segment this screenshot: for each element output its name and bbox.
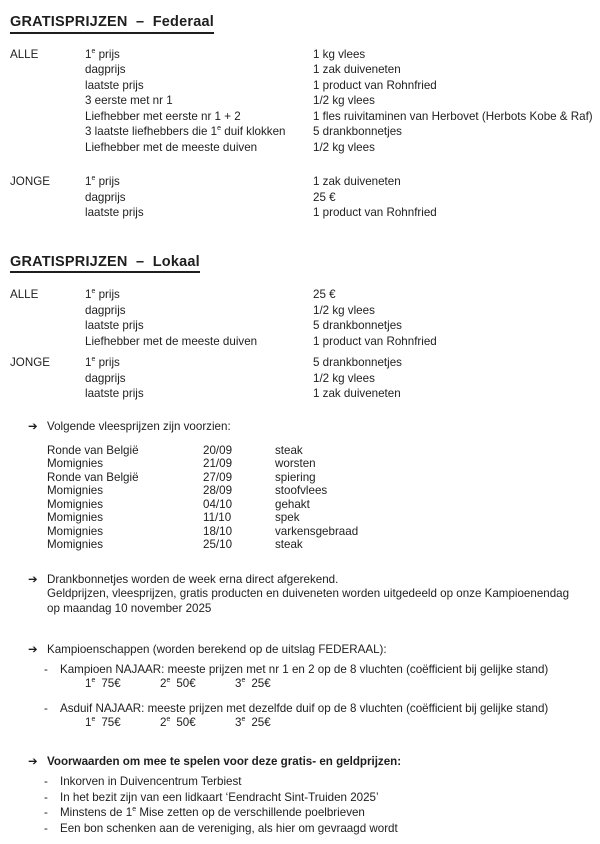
prize-row [85,109,596,125]
superscript: e [217,125,222,133]
meat-prize: steak [275,538,303,551]
prize-rank: 2 [160,715,167,729]
meat-prize: varkensgebraad [275,524,359,538]
arrow-bullet-icon: ➔ [28,756,38,768]
prize-row [85,93,596,109]
arrow-bullet-icon: ➔ [28,420,38,433]
prize-amount [85,677,160,691]
meat-prize: gehakt [275,497,310,511]
prize-money: 25€ [251,677,271,690]
prize-value: 1 product van Rohnfried [313,78,437,92]
list-item [44,774,596,790]
prize-rank: 1 [85,715,92,729]
superscript: e [91,715,96,723]
bullet-text [47,573,569,617]
list-item [44,821,596,837]
prize-rank: 2 [160,677,167,690]
prize-value: 1 fles ruivitaminen van Herbovet (Herbots Kobe & Raf) [313,109,593,123]
prize-row [85,386,596,402]
label-part: prijs [95,356,120,369]
superscript: e [91,677,96,685]
arrow-bullet-icon: ➔ [28,644,38,656]
group-name: ALLE [10,288,39,301]
prize-value: 1/2 kg vlees [313,94,375,107]
label-part: prijs [95,175,120,188]
bullet-vleesprijzen [28,420,596,434]
race-date: 20/09 [203,443,233,457]
text-part: Inkorven in Duivencentrum Terbiest [60,775,242,788]
dash-bullet: - [44,701,48,715]
prize-value: 5 drankbonnetjes [313,125,402,138]
condition-text [60,774,596,790]
table-row [47,511,596,525]
championship-prizes [85,677,596,691]
prize-label: Liefhebber met eerste nr 1 + 2 [85,109,241,123]
prize-money: 50€ [176,677,196,690]
prize-rank: 3 [235,715,242,729]
group-name: JONGE [10,175,50,188]
prize-row [85,190,596,206]
prize-value: 25 € [313,190,336,204]
race-date: 27/09 [203,470,233,484]
prize-label: Liefhebber met de meeste duiven [85,140,258,154]
bullet-text: Kampioenschappen (worden berekend op de uitslag FEDERAAL): [47,643,387,656]
race-name: Momignies [47,524,104,538]
prize-label [85,124,313,140]
meat-prize: steak [275,443,303,457]
prize-value: 1 zak duiveneten [313,63,401,76]
table-row [47,538,596,552]
voorwaarden-list [10,774,596,836]
superscript: e [91,288,96,296]
text-part: Een bon schenken aan de vereniging, als hier om gevraagd wordt [60,821,398,835]
prize-row [85,303,596,319]
prize-rows [85,355,596,402]
list-item [44,790,596,806]
prize-money: 75€ [101,677,121,690]
prize-row [85,78,596,94]
prize-label: dagprijs [85,371,126,385]
championship-item [44,702,596,716]
superscript: e [91,356,96,364]
superscript: e [166,677,171,685]
race-date: 28/09 [203,484,233,497]
prize-amount [160,677,235,691]
prize-money: 25€ [251,715,271,729]
text-part: Minstens de 1 [60,806,133,819]
championship-text: Asduif NAJAAR: meeste prijzen met dezelfde duif op de 8 vluchten (coëfficient bij gelijke stand) [60,701,549,715]
prize-label: laatste prijs [85,206,144,219]
prize-label [85,287,313,303]
text-part: Mise zetten op de verschillende poelbrieven [136,806,365,819]
meat-prize: spiering [275,470,316,484]
table-row [47,457,596,471]
prize-row [85,62,596,78]
meat-prize: spek [275,511,300,524]
superscript: e [166,715,171,723]
prize-value: 1/2 kg vlees [313,371,375,385]
prize-row [85,287,596,303]
prize-row [85,334,596,350]
race-name: Momignies [47,484,104,497]
prize-group-federaal-alle [10,47,596,156]
prize-money: 50€ [176,715,196,729]
superscript: e [91,47,96,55]
bullet-voorwaarden [28,755,596,769]
prize-value: 1 product van Rohnfried [313,206,437,219]
superscript: e [241,715,246,723]
race-date: 21/09 [203,457,233,470]
dash-bullet: - [44,663,48,676]
prize-value: 5 drankbonnetjes [313,356,402,369]
superscript: e [132,806,137,814]
prize-row [85,355,596,371]
prize-group-federaal-jonge [10,174,596,221]
section-federaal-header [10,14,596,34]
prize-label: 3 eerste met nr 1 [85,94,173,107]
paragraph-line: Geldprijzen, vleesprijzen, gratis producten en duiveneten worden uitgedeeld op onze Kampioenendag [47,587,570,600]
label-part: duif klokken [221,125,286,138]
race-name: Momignies [47,511,104,524]
dash-bullet: - [44,806,48,819]
race-name: Momignies [47,538,104,551]
prize-rows [85,174,596,221]
prize-label [85,174,313,190]
table-row [47,498,596,512]
paragraph-line: Drankbonnetjes worden de week erna direct afgerekend. [47,572,339,586]
race-name: Ronde van België [47,443,139,457]
meat-prize: stoofvlees [275,484,328,497]
dash-bullet: - [44,821,48,835]
label-part: 1 [85,175,92,188]
meat-prize: worsten [275,457,316,470]
race-date: 25/10 [203,538,233,551]
prize-label: laatste prijs [85,387,144,400]
prize-rank: 1 [85,677,92,690]
table-row [47,484,596,498]
race-date: 11/10 [203,511,232,524]
prize-value: 1 product van Rohnfried [313,334,437,348]
table-row [47,444,596,458]
label-part: 1 [85,356,92,369]
prize-row [85,318,596,334]
label-part: 3 laatste liefhebbers die 1 [85,125,218,138]
bullet-text: Voorwaarden om mee te spelen voor deze gratis- en geldprijzen: [47,755,402,768]
prize-row [85,371,596,387]
prize-group-lokaal-alle [10,287,596,349]
prize-label [85,47,313,63]
prize-value: 1 zak duiveneten [313,175,401,188]
prize-rows [85,47,596,156]
prize-row [85,205,596,221]
label-part: 1 [85,288,92,301]
prize-label: dagprijs [85,303,126,317]
prize-value: 1/2 kg vlees [313,140,375,154]
dash-bullet: - [44,790,48,804]
prize-group-lokaal-jonge [10,355,596,402]
vleesprijzen-table [47,444,596,552]
section-title-federaal: GRATISPRIJZEN – Federaal [10,15,214,34]
superscript: e [241,677,246,685]
prize-label: dagprijs [85,63,126,76]
race-name: Momignies [47,497,104,511]
prize-rank: 3 [235,677,242,690]
bullet-kampioenschappen [28,643,596,657]
list-item [44,805,596,821]
label-part: 1 [85,47,92,61]
prize-row [85,174,596,190]
dash-bullet: - [44,775,48,788]
race-date: 04/10 [203,497,233,511]
prize-label: laatste prijs [85,319,144,332]
prize-amount [160,716,235,730]
prize-amount [235,716,310,730]
section-title-lokaal: GRATISPRIJZEN – Lokaal [10,255,200,274]
championship-text: Kampioen NAJAAR: meeste prijzen met nr 1 en 2 op de 8 vluchten (coëfficient bij gelijke stand) [60,663,549,676]
championship-prizes [85,716,596,730]
prize-value: 1 kg vlees [313,47,366,61]
table-row [47,525,596,539]
bullet-drankbonnetjes [28,573,596,617]
prize-value: 5 drankbonnetjes [313,319,402,332]
prize-row [85,140,596,156]
arrow-bullet-icon: ➔ [28,573,38,586]
prize-row [85,124,596,140]
prize-rows [85,287,596,349]
label-part: prijs [95,288,120,301]
label-part: prijs [95,47,120,61]
prize-label [85,355,313,371]
prize-label: laatste prijs [85,78,144,92]
prize-value: 25 € [313,288,336,301]
prize-label: Liefhebber met de meeste duiven [85,334,258,348]
section-lokaal-header [10,254,596,274]
race-name: Momignies [47,457,104,470]
prize-value: 1 zak duiveneten [313,387,401,400]
text-part: In het bezit zijn van een lidkaart ‘Eendracht Sint-Truiden 2025’ [60,790,379,804]
table-row [47,471,596,485]
prize-amount [235,677,310,691]
championship-item [44,663,596,677]
condition-text [60,821,596,837]
race-date: 18/10 [203,524,233,538]
prize-value: 1/2 kg vlees [313,303,375,317]
paragraph-line: op maandag 10 november 2025 [47,601,212,615]
bullet-text: Volgende vleesprijzen zijn voorzien: [47,419,231,433]
race-name: Ronde van België [47,470,139,484]
prize-row [85,47,596,63]
prize-money: 75€ [101,715,121,729]
condition-text [60,790,596,806]
condition-text [60,805,596,821]
superscript: e [91,175,96,183]
prize-label: dagprijs [85,190,126,204]
group-name: JONGE [10,356,50,369]
group-name: ALLE [10,47,39,61]
prize-amount [85,716,160,730]
